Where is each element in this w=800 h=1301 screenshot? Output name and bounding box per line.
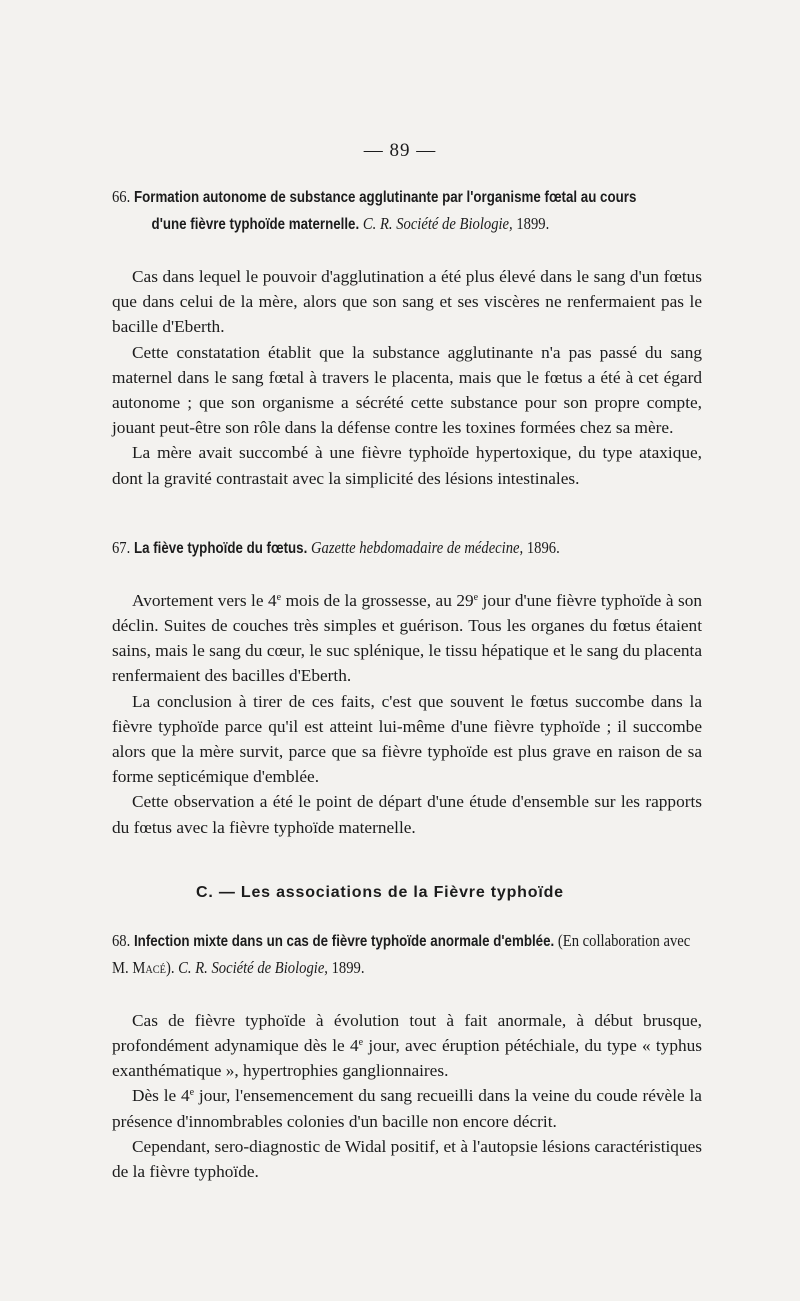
entry-67	[112, 535, 702, 840]
paragraph: Cette constatation établit que la substance agglutinante n'a pas passé du sang maternel dans le sang fœtal à travers le placenta, mais que le fœtus a été à cet égard autonome ; que son organisme a sécrété cette substance pour son propre compte, jouant peut-être son rôle dans la défense contre les toxines formées chez sa mère.	[112, 342, 702, 438]
source-journal: C. R. Société de Biologie,	[362, 214, 513, 233]
superscript: e	[276, 591, 282, 603]
text-run: jour d'une fièvre typhoïde à son déclin. Suites de couches très simples et guérison. Tous les organes du fœtus étaient sains, mais le sang du cœur, le suc splénique, le tissu hépatique et le sang du placenta renfermaient des bacilles d'Eberth.	[112, 590, 702, 686]
entry-number: 67.	[112, 537, 131, 557]
superscript: e	[189, 1087, 195, 1099]
entry-heading	[112, 535, 701, 562]
entry-title: Infection mixte dans un cas de fièvre typhoïde anormale d'emblée.	[133, 932, 555, 950]
paragraph: Cependant, sero-diagnostic de Widal positif, et à l'autopsie lésions caractéristiques de la fièvre typhoïde.	[112, 1136, 702, 1182]
source-year: 1899.	[331, 957, 365, 977]
source-year: 1899.	[516, 214, 550, 233]
paragraph: Cette observation a été le point de départ d'une étude d'ensemble sur les rapports du fœtus avec la fièvre typhoïde maternelle.	[112, 792, 702, 837]
entry-number: 66.	[112, 187, 131, 206]
text-run: Dès le 4	[132, 1086, 190, 1106]
paragraph: La conclusion à tirer de ces faits, c'est que souvent le fœtus succombe dans la fièvre typhoïde parce qu'il est atteint lui-même d'une fièvre typhoïde ; il succombe alors que la mère survit, parce que sa fièvre typhoïde est plus grave en raison de sa forme septicémique d'emblée.	[112, 691, 702, 787]
paragraph	[112, 1008, 702, 1084]
entry-66	[112, 184, 702, 491]
entry-heading	[112, 184, 701, 238]
paragraph: La mère avait succombé à une fièvre typhoïde hypertoxique, du type ataxique, dont la gravité contrastait avec la simplicité des lésions intestinales.	[112, 443, 702, 488]
text-run: Cas de fièvre typhoïde à évolution tout à fait anormale, à début brusque, profondément adynamique dès le 4	[112, 1010, 702, 1056]
superscript: e	[358, 1037, 364, 1049]
entry-number: 68.	[112, 930, 131, 950]
collaboration: (En collaboration avec M.	[112, 930, 691, 977]
entry-heading	[112, 928, 701, 982]
collaboration-end: ).	[165, 957, 175, 977]
text-run: jour, l'ensemencement du sang recueilli dans la veine du coude révèle la présence d'innombrables colonies d'un bacille non encore décrit.	[112, 1086, 702, 1131]
text-run: jour, avec éruption pétéchiale, du type « typhus exanthématique », hypertrophies ganglionnaires.	[112, 1036, 703, 1081]
entry-title: Formation autonome de substance agglutinante par l'organisme fœtal au cours	[133, 189, 637, 206]
entry-68	[112, 928, 702, 1184]
collaborator-name: Macé	[132, 957, 166, 977]
entry-title-cont: d'une fièvre typhoïde maternelle.	[151, 216, 360, 233]
section-title: C. — Les associations de la Fièvre typhoïde	[196, 883, 564, 901]
source-year: 1896.	[526, 537, 560, 557]
superscript: e	[473, 591, 479, 603]
paragraph	[112, 1083, 702, 1133]
source-journal: C. R. Société de Biologie,	[178, 957, 328, 977]
paragraph: Cas dans lequel le pouvoir d'agglutination a été plus élevé dans le sang d'un fœtus que dans celui de la mère, alors que son sang et ses viscères ne renfermaient pas le bacille d'Eberth.	[112, 267, 702, 337]
page-content	[112, 184, 702, 1184]
source-journal: Gazette hebdomadaire de médecine,	[310, 537, 524, 557]
entry-title: La fiève typhoïde du fœtus.	[133, 539, 308, 557]
text-run: Avortement vers le 4	[132, 590, 277, 610]
text-run: mois de la grossesse, au 29	[281, 590, 474, 610]
page-number: — 89 —	[363, 140, 437, 161]
paragraph	[112, 588, 702, 689]
